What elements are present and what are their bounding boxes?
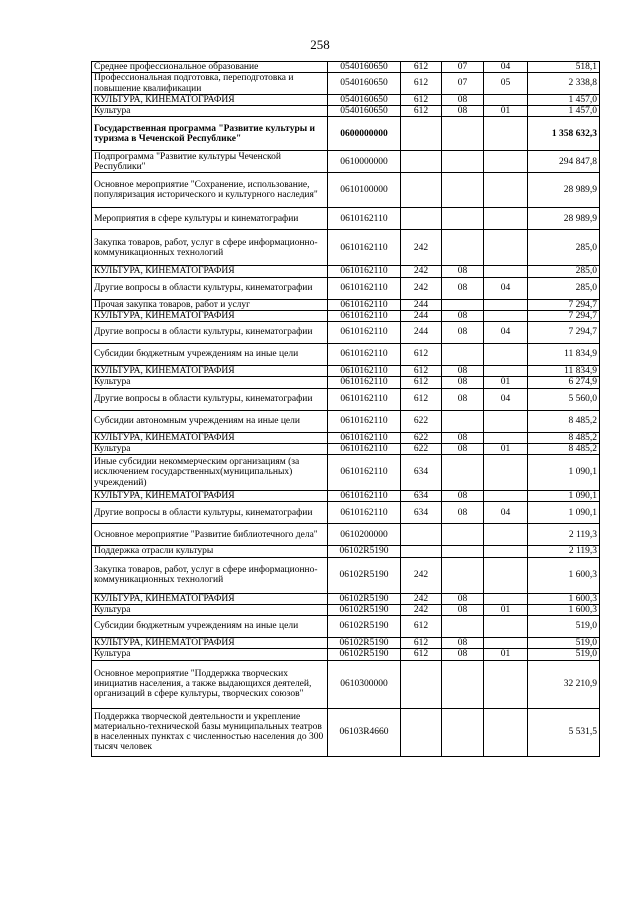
row-name: Среднее профессиональное образование: [92, 62, 328, 73]
table-row: [92, 366, 600, 377]
row-name: Другие вопросы в области культуры, кинематографии: [92, 502, 328, 524]
table-row: [92, 310, 600, 321]
row-amount: 8 485,2: [528, 410, 600, 432]
row-expense-type: [401, 660, 442, 708]
table-row: [92, 410, 600, 432]
row-subsection: [484, 173, 528, 208]
row-amount: 7 294,7: [528, 322, 600, 344]
row-code: 06102R5190: [328, 604, 401, 615]
row-code: 0610200000: [328, 524, 401, 546]
row-amount: 6 274,9: [528, 377, 600, 388]
row-code: 0540160650: [328, 73, 401, 95]
budget-table: [91, 61, 600, 757]
row-section: [442, 230, 484, 266]
row-name: Другие вопросы в области культуры, кинематографии: [92, 388, 328, 410]
row-section: 08: [442, 266, 484, 277]
row-expense-type: 612: [401, 94, 442, 105]
table-row: [92, 277, 600, 299]
row-section: 07: [442, 62, 484, 73]
row-amount: 519,0: [528, 649, 600, 660]
row-name: Поддержка творческой деятельности и укрепление материально-технической базы муниципальных театров в населенных пунктах с численностью населения до 300 тысяч человек: [92, 708, 328, 756]
row-expense-type: [401, 151, 442, 173]
row-expense-type: 612: [401, 638, 442, 649]
row-code: 0610162110: [328, 502, 401, 524]
row-expense-type: 622: [401, 443, 442, 454]
row-section: [442, 173, 484, 208]
row-subsection: [484, 660, 528, 708]
row-section: [442, 208, 484, 230]
row-code: 06102R5190: [328, 557, 401, 593]
row-section: 08: [442, 310, 484, 321]
row-amount: 11 834,9: [528, 344, 600, 366]
row-code: 0610300000: [328, 660, 401, 708]
row-expense-type: 612: [401, 106, 442, 117]
row-amount: 1 457,0: [528, 106, 600, 117]
row-code: 0610162110: [328, 208, 401, 230]
row-expense-type: 622: [401, 410, 442, 432]
row-expense-type: 242: [401, 277, 442, 299]
row-subsection: 05: [484, 73, 528, 95]
row-name: Государственная программа "Развитие культуры и туризма в Чеченской Республике": [92, 117, 328, 151]
row-amount: 1 600,3: [528, 593, 600, 604]
row-section: [442, 708, 484, 756]
row-amount: 2 338,8: [528, 73, 600, 95]
row-expense-type: 244: [401, 299, 442, 310]
table-row: [92, 443, 600, 454]
row-subsection: 01: [484, 443, 528, 454]
row-subsection: [484, 266, 528, 277]
row-section: 08: [442, 366, 484, 377]
row-amount: 519,0: [528, 638, 600, 649]
row-subsection: [484, 310, 528, 321]
table-row: [92, 208, 600, 230]
row-code: 0610162110: [328, 310, 401, 321]
row-amount: 285,0: [528, 277, 600, 299]
row-amount: 7 294,7: [528, 299, 600, 310]
row-subsection: 04: [484, 62, 528, 73]
table-row: [92, 388, 600, 410]
row-amount: 285,0: [528, 230, 600, 266]
row-code: 06103R4660: [328, 708, 401, 756]
table-row: [92, 106, 600, 117]
table-row: [92, 230, 600, 266]
page-number: 258: [310, 37, 330, 52]
row-expense-type: 242: [401, 557, 442, 593]
row-code: 0610162110: [328, 491, 401, 502]
row-subsection: [484, 708, 528, 756]
row-name: Подпрограмма "Развитие культуры Чеченской Республики": [92, 151, 328, 173]
row-code: 0610162110: [328, 322, 401, 344]
row-code: 0540160650: [328, 106, 401, 117]
row-subsection: [484, 410, 528, 432]
row-subsection: [484, 491, 528, 502]
row-code: 0610000000: [328, 151, 401, 173]
row-expense-type: 242: [401, 266, 442, 277]
row-section: [442, 455, 484, 491]
row-code: 0610162110: [328, 377, 401, 388]
row-subsection: 01: [484, 604, 528, 615]
row-subsection: [484, 208, 528, 230]
table-row: [92, 557, 600, 593]
row-code: 0610162110: [328, 230, 401, 266]
row-section: 08: [442, 106, 484, 117]
row-subsection: [484, 151, 528, 173]
row-expense-type: 242: [401, 604, 442, 615]
row-code: 0540160650: [328, 94, 401, 105]
table-row: [92, 62, 600, 73]
row-name: Мероприятия в сфере культуры и кинематографии: [92, 208, 328, 230]
row-expense-type: 242: [401, 230, 442, 266]
row-section: 08: [442, 649, 484, 660]
row-expense-type: 244: [401, 322, 442, 344]
row-amount: 5 531,5: [528, 708, 600, 756]
row-amount: 1 090,1: [528, 502, 600, 524]
row-section: [442, 616, 484, 638]
row-expense-type: [401, 208, 442, 230]
row-name: Закупка товаров, работ, услуг в сфере информационно-коммуникационных технологий: [92, 230, 328, 266]
row-amount: 7 294,7: [528, 310, 600, 321]
row-expense-type: [401, 546, 442, 557]
row-section: 08: [442, 277, 484, 299]
row-subsection: [484, 557, 528, 593]
row-name: КУЛЬТУРА, КИНЕМАТОГРАФИЯ: [92, 593, 328, 604]
row-expense-type: 612: [401, 388, 442, 410]
row-subsection: [484, 432, 528, 443]
row-amount: 28 989,9: [528, 208, 600, 230]
table-row: [92, 660, 600, 708]
table-row: [92, 73, 600, 95]
row-subsection: [484, 455, 528, 491]
row-section: 08: [442, 432, 484, 443]
row-subsection: [484, 117, 528, 151]
row-code: 0610162110: [328, 410, 401, 432]
row-section: [442, 660, 484, 708]
row-subsection: [484, 524, 528, 546]
row-section: [442, 299, 484, 310]
row-amount: 1 358 632,3: [528, 117, 600, 151]
row-name: Иные субсидии некоммерческим организациям (за исключением государственных(муниципальных) учреждений): [92, 455, 328, 491]
row-section: 08: [442, 322, 484, 344]
row-code: 06102R5190: [328, 638, 401, 649]
row-name: Прочая закупка товаров, работ и услуг: [92, 299, 328, 310]
row-subsection: [484, 344, 528, 366]
row-subsection: [484, 638, 528, 649]
row-name: Культура: [92, 604, 328, 615]
row-subsection: 04: [484, 322, 528, 344]
row-code: 0610162110: [328, 344, 401, 366]
row-code: 0610162110: [328, 299, 401, 310]
row-expense-type: 244: [401, 310, 442, 321]
row-section: 08: [442, 593, 484, 604]
row-section: [442, 410, 484, 432]
row-section: 08: [442, 94, 484, 105]
row-name: КУЛЬТУРА, КИНЕМАТОГРАФИЯ: [92, 94, 328, 105]
row-amount: 5 560,0: [528, 388, 600, 410]
row-amount: 1 600,3: [528, 604, 600, 615]
row-expense-type: [401, 524, 442, 546]
row-code: 0610162110: [328, 432, 401, 443]
row-expense-type: 612: [401, 366, 442, 377]
row-expense-type: 612: [401, 62, 442, 73]
row-subsection: [484, 366, 528, 377]
row-amount: 1 090,1: [528, 491, 600, 502]
row-amount: 1 457,0: [528, 94, 600, 105]
row-name: Основное мероприятие "Поддержка творческих инициатив населения, а также выдающихся деятелей, организаций в сфере культуры, творческих союзов": [92, 660, 328, 708]
row-subsection: [484, 230, 528, 266]
row-code: 0610162110: [328, 277, 401, 299]
table-row: [92, 524, 600, 546]
table-row: [92, 638, 600, 649]
row-subsection: 01: [484, 106, 528, 117]
row-expense-type: 634: [401, 455, 442, 491]
row-section: 08: [442, 388, 484, 410]
row-name: Культура: [92, 649, 328, 660]
row-name: Субсидии бюджетным учреждениям на иные цели: [92, 616, 328, 638]
table-row: [92, 708, 600, 756]
row-expense-type: 612: [401, 649, 442, 660]
row-section: 07: [442, 73, 484, 95]
row-amount: 519,0: [528, 616, 600, 638]
row-code: 0610162110: [328, 366, 401, 377]
row-section: [442, 557, 484, 593]
row-subsection: [484, 299, 528, 310]
row-expense-type: 612: [401, 344, 442, 366]
row-name: Другие вопросы в области культуры, кинематографии: [92, 322, 328, 344]
row-amount: 518,1: [528, 62, 600, 73]
row-name: Основное мероприятие "Сохранение, использование, популяризация исторического и культурного наследия": [92, 173, 328, 208]
table-row: [92, 322, 600, 344]
row-section: [442, 344, 484, 366]
row-amount: 11 834,9: [528, 366, 600, 377]
row-code: 0610162110: [328, 455, 401, 491]
table-row: [92, 502, 600, 524]
table-row: [92, 616, 600, 638]
table-row: [92, 491, 600, 502]
row-name: КУЛЬТУРА, КИНЕМАТОГРАФИЯ: [92, 432, 328, 443]
row-subsection: [484, 616, 528, 638]
table-row: [92, 117, 600, 151]
row-amount: 1 600,3: [528, 557, 600, 593]
row-name: Основное мероприятие "Развитие библиотечного дела": [92, 524, 328, 546]
row-expense-type: 612: [401, 377, 442, 388]
row-subsection: [484, 546, 528, 557]
table-row: [92, 94, 600, 105]
row-section: [442, 546, 484, 557]
row-code: 06102R5190: [328, 546, 401, 557]
row-section: [442, 117, 484, 151]
table-row: [92, 604, 600, 615]
row-expense-type: [401, 117, 442, 151]
row-expense-type: 242: [401, 593, 442, 604]
table-row: [92, 299, 600, 310]
row-name: Закупка товаров, работ, услуг в сфере информационно-коммуникационных технологий: [92, 557, 328, 593]
row-amount: 28 989,9: [528, 173, 600, 208]
row-code: 0610162110: [328, 388, 401, 410]
row-expense-type: 612: [401, 73, 442, 95]
row-amount: 2 119,3: [528, 524, 600, 546]
row-name: КУЛЬТУРА, КИНЕМАТОГРАФИЯ: [92, 638, 328, 649]
row-amount: 2 119,3: [528, 546, 600, 557]
row-amount: 1 090,1: [528, 455, 600, 491]
row-section: 08: [442, 604, 484, 615]
row-amount: 32 210,9: [528, 660, 600, 708]
row-code: 0610162110: [328, 266, 401, 277]
row-name: КУЛЬТУРА, КИНЕМАТОГРАФИЯ: [92, 491, 328, 502]
row-subsection: [484, 94, 528, 105]
row-section: 08: [442, 491, 484, 502]
row-section: 08: [442, 443, 484, 454]
table-row: [92, 344, 600, 366]
table-row: [92, 266, 600, 277]
row-name: КУЛЬТУРА, КИНЕМАТОГРАФИЯ: [92, 266, 328, 277]
table-row: [92, 432, 600, 443]
row-expense-type: 634: [401, 502, 442, 524]
row-code: 06102R5190: [328, 649, 401, 660]
row-expense-type: 612: [401, 616, 442, 638]
row-expense-type: 634: [401, 491, 442, 502]
table-row: [92, 649, 600, 660]
row-section: 08: [442, 377, 484, 388]
row-subsection: 04: [484, 388, 528, 410]
row-amount: 294 847,8: [528, 151, 600, 173]
row-section: [442, 524, 484, 546]
row-name: Поддержка отрасли культуры: [92, 546, 328, 557]
row-code: 0610100000: [328, 173, 401, 208]
row-section: 08: [442, 638, 484, 649]
row-section: 08: [442, 502, 484, 524]
row-name: Субсидии автономным учреждениям на иные цели: [92, 410, 328, 432]
row-expense-type: 622: [401, 432, 442, 443]
table-row: [92, 377, 600, 388]
row-amount: 8 485,2: [528, 432, 600, 443]
budget-table-body: [92, 62, 600, 757]
row-amount: 285,0: [528, 266, 600, 277]
row-expense-type: [401, 173, 442, 208]
row-subsection: 04: [484, 277, 528, 299]
row-name: КУЛЬТУРА, КИНЕМАТОГРАФИЯ: [92, 366, 328, 377]
row-name: Субсидии бюджетным учреждениям на иные цели: [92, 344, 328, 366]
row-subsection: 04: [484, 502, 528, 524]
table-row: [92, 546, 600, 557]
row-section: [442, 151, 484, 173]
row-name: Культура: [92, 377, 328, 388]
row-expense-type: [401, 708, 442, 756]
row-code: 0600000000: [328, 117, 401, 151]
table-row: [92, 173, 600, 208]
row-name: Профессиональная подготовка, переподготовка и повышение квалификации: [92, 73, 328, 95]
row-amount: 8 485,2: [528, 443, 600, 454]
row-code: 0540160650: [328, 62, 401, 73]
row-code: 06102R5190: [328, 593, 401, 604]
row-name: Другие вопросы в области культуры, кинематографии: [92, 277, 328, 299]
row-subsection: [484, 593, 528, 604]
row-name: Культура: [92, 443, 328, 454]
table-row: [92, 151, 600, 173]
row-code: 0610162110: [328, 443, 401, 454]
row-subsection: 01: [484, 649, 528, 660]
row-subsection: 01: [484, 377, 528, 388]
row-name: КУЛЬТУРА, КИНЕМАТОГРАФИЯ: [92, 310, 328, 321]
row-name: Культура: [92, 106, 328, 117]
row-code: 06102R5190: [328, 616, 401, 638]
table-row: [92, 455, 600, 491]
table-row: [92, 593, 600, 604]
